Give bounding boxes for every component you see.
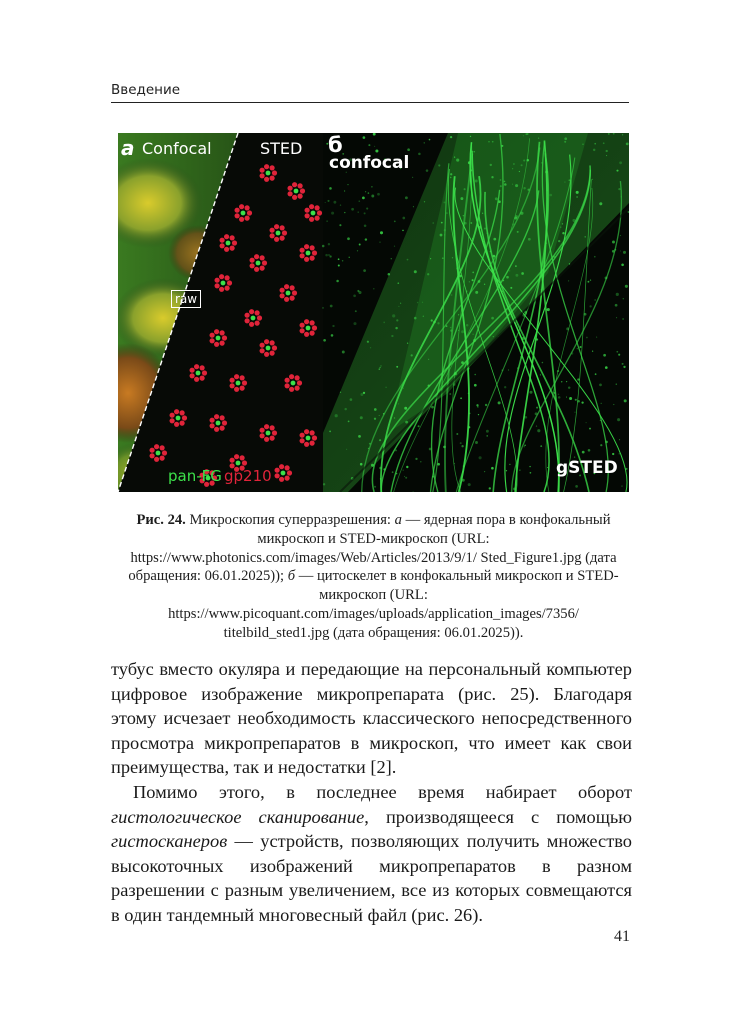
- caption-text-1: Микроскопия суперразрешения:: [185, 512, 395, 528]
- paragraph-1: тубус вместо окуляра и передающие на персональный компьютер цифровое изображение микропрепарата (рис. 25). Благодаря этому исчезает необходимость классического непосредственного просмотра микропрепаратов в микроскоп, что имеет как свои преимущества, так и недостатки [2].: [111, 659, 632, 778]
- figure-24: [118, 133, 629, 492]
- caption-letter-a: а: [394, 512, 402, 528]
- panel-a-raw-badge: raw: [171, 290, 201, 308]
- panel-b-region: [322, 133, 629, 492]
- body-text: [111, 657, 632, 928]
- figure-caption: [118, 511, 629, 643]
- figure-image: [118, 133, 629, 492]
- paragraph-2-text-b: , производящееся с помощью: [364, 806, 632, 827]
- caption-text-2: — ядерная пора в конфокальный микроскоп и STED-микроскоп (URL: https://www.photonics.com/images/Web/Articles/2013/9/1/ Sted_Figure1.jpg (дата обращения: 06.01.2025));: [128, 512, 617, 585]
- legend-gp210: gp210: [224, 467, 272, 485]
- panel-a-sted-label: STED: [260, 139, 303, 158]
- term-histoscanners: гистосканеров: [111, 831, 228, 852]
- paragraph-2: [111, 780, 632, 928]
- running-head: Введение: [111, 82, 629, 103]
- caption-text-3: — цитоскелет в конфокальный микроскоп и STED-микроскоп (URL: https://www.picoquant.com/images/uploads/application_images/7356/ titelbild_sted1.jpg (дата обращения: 06.01.2025)).: [168, 568, 619, 641]
- caption-label: Рис. 24.: [136, 512, 186, 528]
- panel-a-confocal-label: Confocal: [142, 139, 212, 158]
- panel-a-letter: a: [121, 136, 135, 160]
- paragraph-2-text-c: — устройств, позволяющих получить множество высокоточных изображений микропрепаратов в разном разрешении с разным увеличением, все из которых совмещаются в один тандемный многовесный файл (рис. 26).: [111, 831, 632, 925]
- panel-b-confocal-label: confocal: [329, 153, 410, 173]
- page-number: 41: [614, 928, 630, 945]
- term-histological-scanning: гистологическое сканирование: [111, 806, 365, 827]
- legend-pan-fg: pan-FG: [168, 467, 222, 485]
- caption-letter-b: б: [287, 568, 296, 585]
- panel-b-gsted-label: gSTED: [556, 458, 618, 478]
- paragraph-2-text-a: Помимо этого, в последнее время набирает оборот: [133, 781, 632, 802]
- panel-b-letter: б: [328, 133, 343, 157]
